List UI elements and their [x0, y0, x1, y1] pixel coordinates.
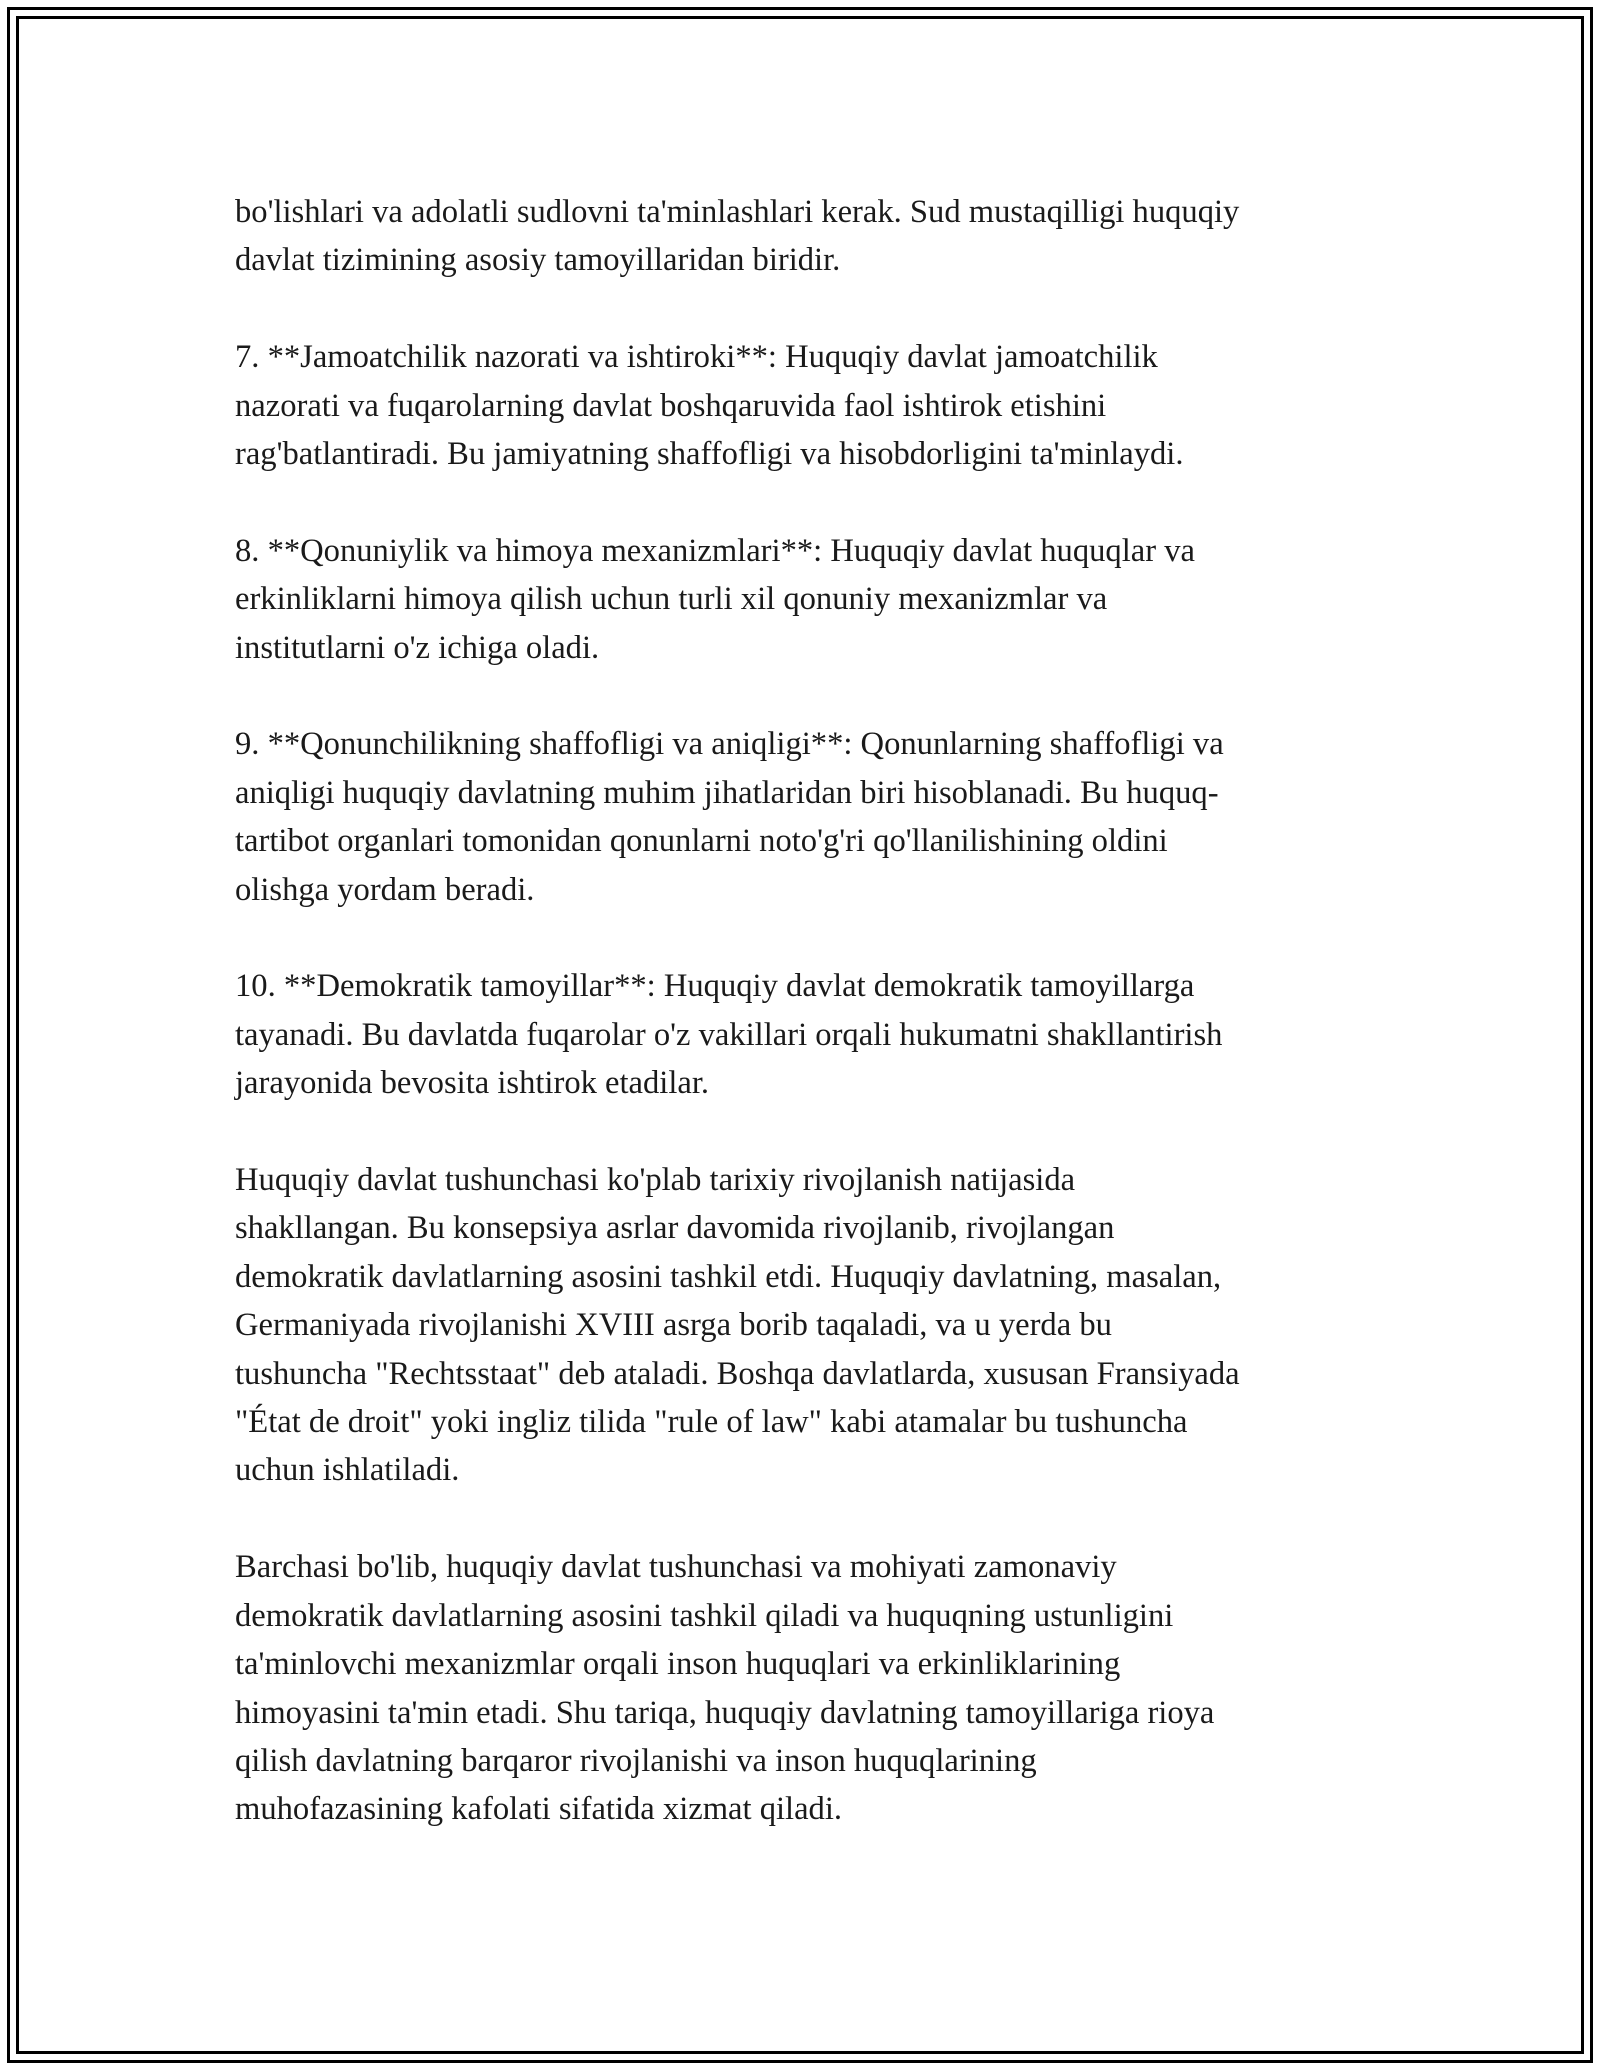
- text-line: Germaniyada rivojlanishi XVIII asrga borib taqaladi, va u yerda bu: [235, 1307, 1112, 1344]
- text-line: nazorati va fuqarolarning davlat boshqaruvida faol ishtirok etishini: [235, 387, 1107, 424]
- text-line: himoyasini ta'min etadi. Shu tariqa, huquqiy davlatning tamoyillariga rioya: [235, 1694, 1215, 1731]
- text-line: qilish davlatning barqaror rivojlanishi va inson huquqlarining: [235, 1742, 1037, 1779]
- text-line: tayanadi. Bu davlatda fuqarolar o'z vakillari orqali hukumatni shakllantirish: [235, 1016, 1223, 1053]
- text-line: 10. **Demokratik tamoyillar**: Huquqiy davlat demokratik tamoyillarga: [235, 968, 1195, 1005]
- text-line: shakllangan. Bu konsepsiya asrlar davomida rivojlanib, rivojlangan: [235, 1210, 1115, 1247]
- text-line: institutlarni o'z ichiga oladi.: [235, 629, 600, 666]
- text-line: demokratik davlatlarning asosini tashkil etdi. Huquqiy davlatning, masalan,: [235, 1258, 1222, 1295]
- text-line: 8. **Qonuniylik va himoya mexanizmlari**: Huquqiy davlat huquqlar va: [235, 532, 1195, 569]
- text-line: Huquqiy davlat tushunchasi ko'plab tarixiy rivojlanish natijasida: [235, 1162, 1076, 1199]
- text-line: rag'batlantiradi. Bu jamiyatning shaffofligi va hisobdorligini ta'minlaydi.: [235, 436, 1184, 473]
- text-line: aniqligi huquqiy davlatning muhim jihatlaridan biri hisoblanadi. Bu huquq-: [235, 774, 1219, 811]
- paragraph: [235, 188, 1395, 285]
- document-body: [235, 188, 1395, 1882]
- paragraph: [235, 1543, 1395, 1833]
- text-line: jarayonida bevosita ishtirok etadilar.: [235, 1065, 710, 1102]
- paragraph: [235, 333, 1395, 478]
- text-line: uchun ishlatiladi.: [235, 1452, 460, 1489]
- text-line: 9. **Qonunchilikning shaffofligi va aniqligi**: Qonunlarning shaffofligi va: [235, 726, 1224, 763]
- text-line: tushuncha "Rechtsstaat" deb ataladi. Boshqa davlatlarda, xususan Fransiyada: [235, 1355, 1240, 1392]
- paragraph: [235, 527, 1395, 672]
- text-line: tartibot organlari tomonidan qonunlarni noto'g'ri qo'llanilishining oldini: [235, 823, 1168, 860]
- text-line: 7. **Jamoatchilik nazorati va ishtiroki**: Huquqiy davlat jamoatchilik: [235, 339, 1158, 376]
- text-line: demokratik davlatlarning asosini tashkil qiladi va huquqning ustunligini: [235, 1597, 1174, 1634]
- text-line: erkinliklarni himoya qilish uchun turli xil qonuniy mexanizmlar va: [235, 581, 1108, 618]
- text-line: olishga yordam beradi.: [235, 871, 535, 908]
- text-line: ta'minlovchi mexanizmlar orqali inson huquqlari va erkinliklarining: [235, 1646, 1121, 1683]
- paragraph: [235, 962, 1395, 1107]
- paragraph: [235, 1156, 1395, 1495]
- text-line: Barchasi bo'lib, huquqiy davlat tushunchasi va mohiyati zamonaviy: [235, 1549, 1117, 1586]
- paragraph: [235, 720, 1395, 914]
- text-line: davlat tizimining asosiy tamoyillaridan biridir.: [235, 242, 841, 279]
- text-line: bo'lishlari va adolatli sudlovni ta'minlashlari kerak. Sud mustaqilligi huquqiy: [235, 194, 1240, 230]
- text-line: muhofazasining kafolati sifatida xizmat qiladi.: [235, 1791, 843, 1828]
- text-line: "État de droit" yoki ingliz tilida "rule of law" kabi atamalar bu tushuncha: [235, 1404, 1188, 1441]
